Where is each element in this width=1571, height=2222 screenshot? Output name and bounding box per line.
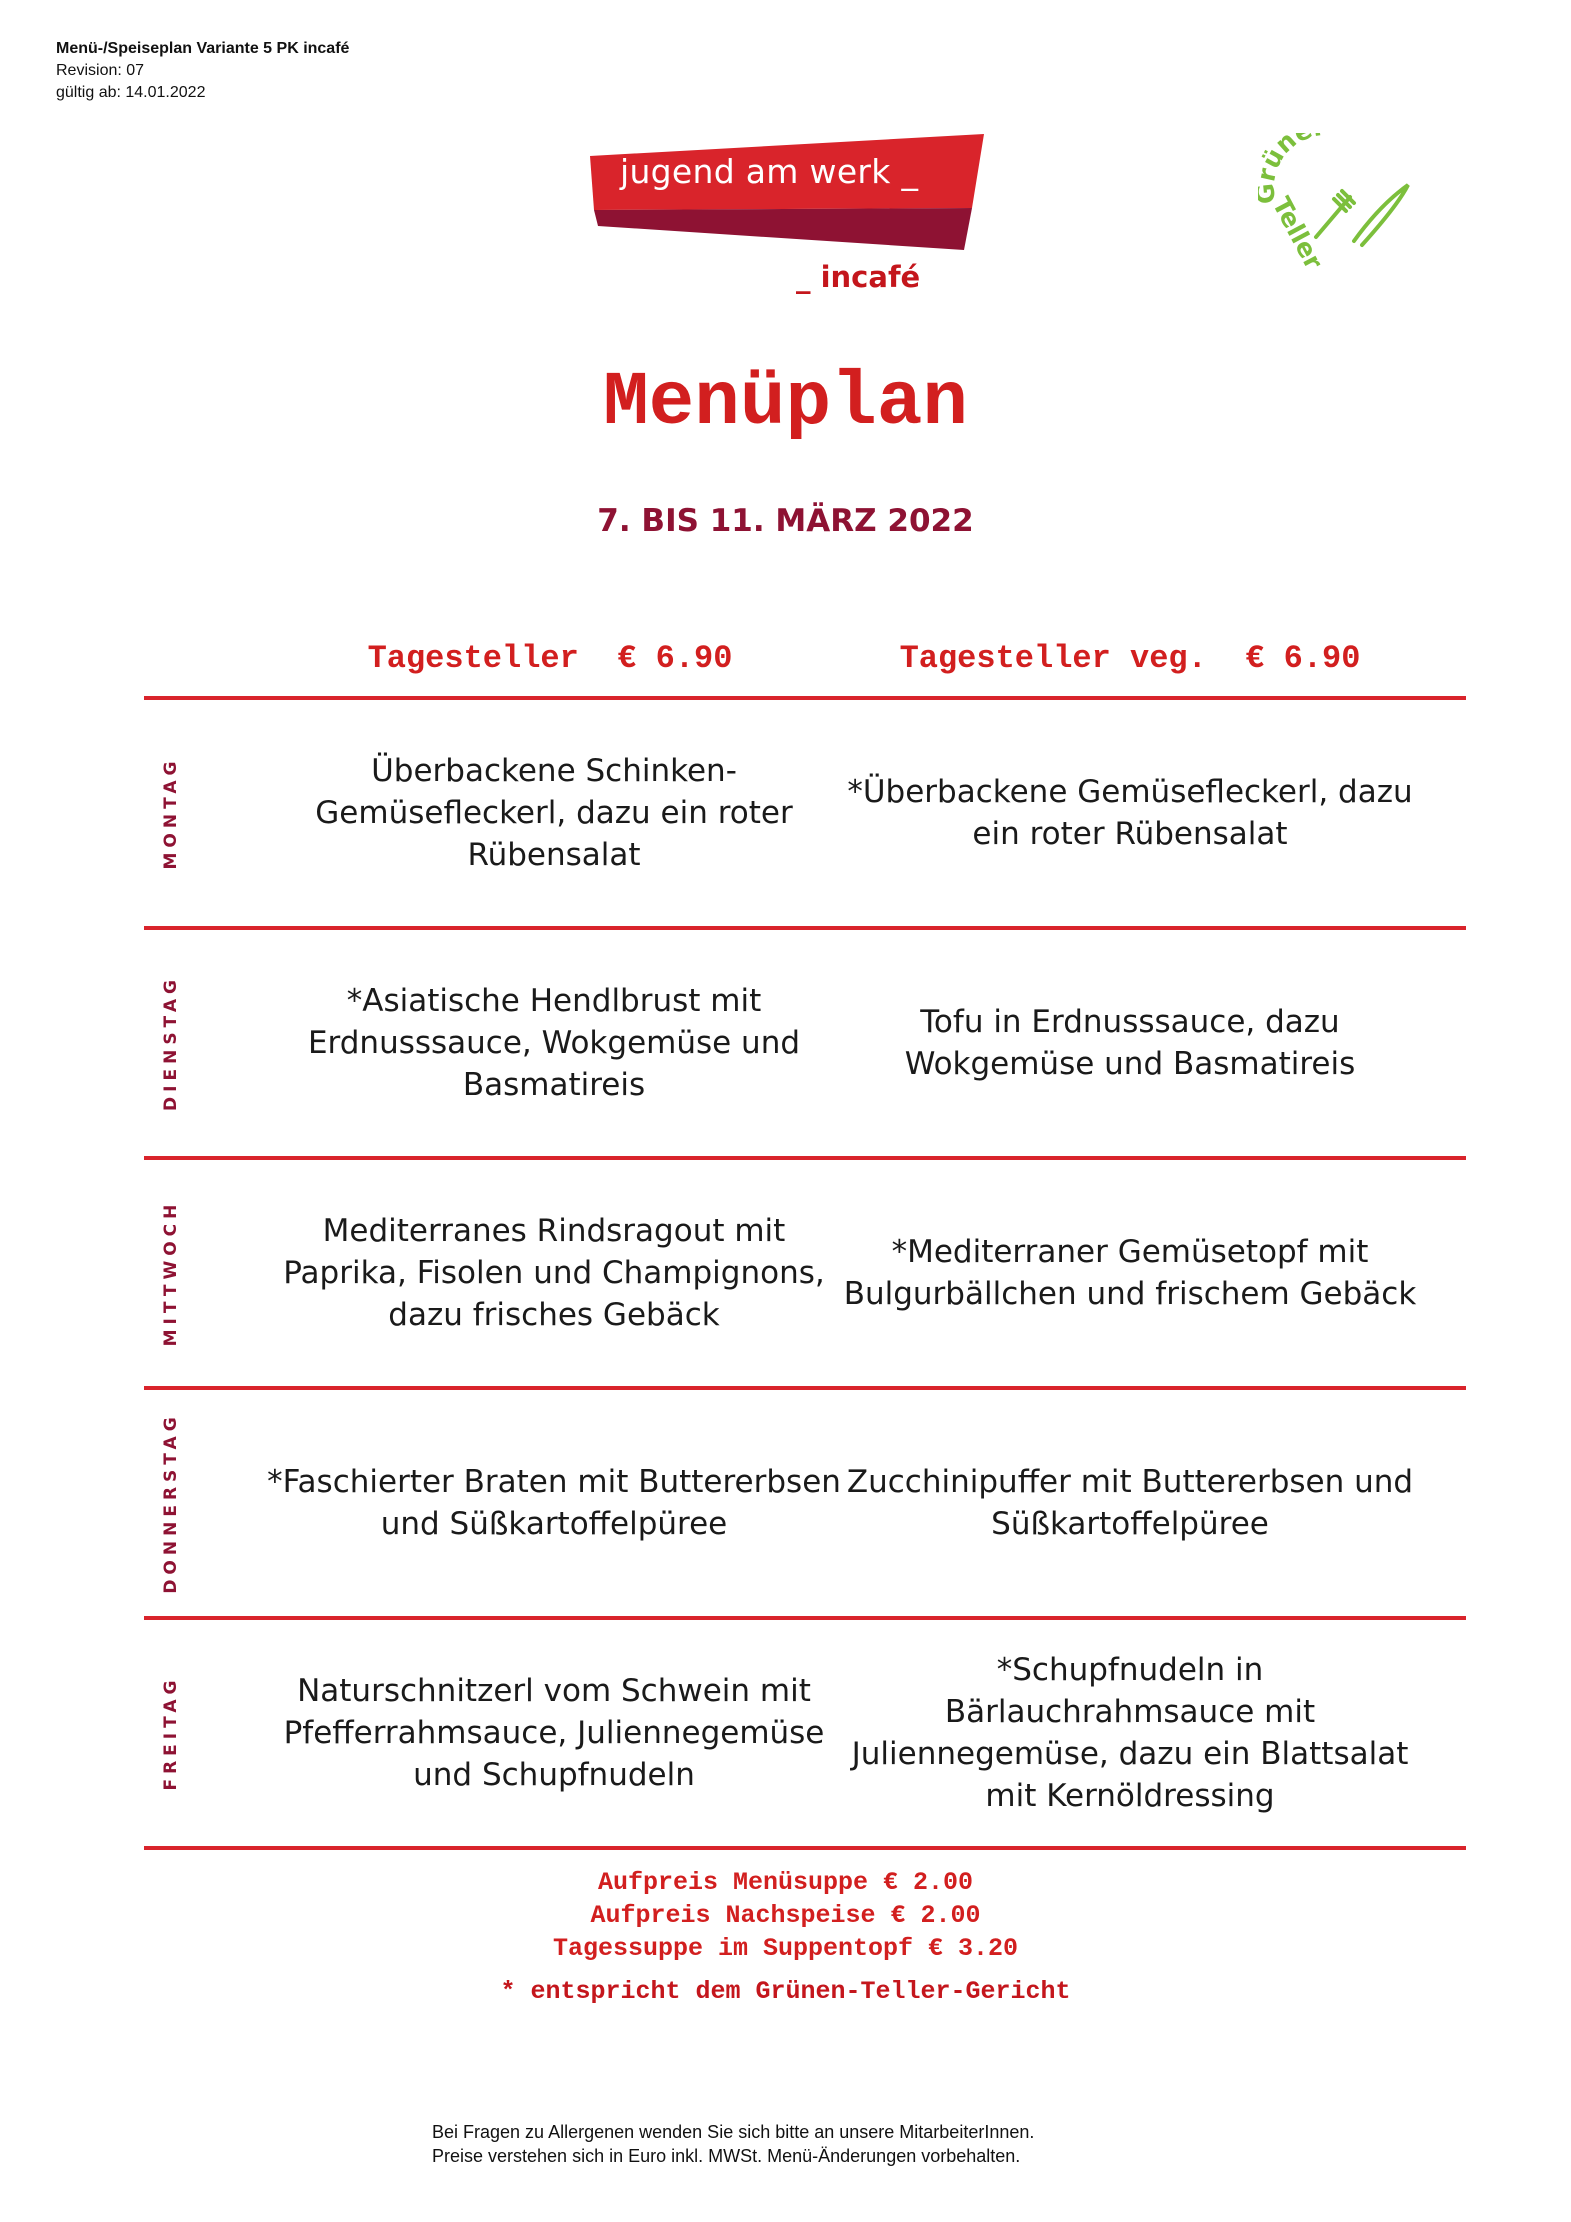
menu-row-donnerstag (144, 1390, 1466, 1616)
extra-tagessuppe: Tagessuppe im Suppentopf € 3.20 (552, 1934, 1019, 1963)
meal-tagesteller-veg: Tofu in Erdnusssauce, dazu Wokgemüse und Basmatireis (904, 1004, 1356, 1082)
meal-tagesteller: Mediterranes Rindsragout mit Paprika, Fisolen und Champignons, dazu frisches Gebäck (283, 1213, 825, 1333)
day-label: MITTWOCH (161, 1199, 181, 1347)
menu-row-dienstag (144, 930, 1466, 1156)
day-label: MONTAG (161, 756, 181, 870)
divider (144, 1846, 1466, 1850)
svg-text:Grüner: ün (1258, 133, 1303, 174)
menu-row-mittwoch (144, 1160, 1466, 1386)
extras-section (0, 1866, 1571, 2008)
revision: Revision: 07 (56, 62, 145, 79)
meal-tagesteller: *Asiatische Hendlbrust mit Erdnusssauce, Wokgemüse und Basmatireis (307, 983, 801, 1103)
footer-prices: Preise verstehen sich in Euro inkl. MWSt. Menü-Änderungen vorbehalten. (432, 2146, 1021, 2166)
day-label: DONNERSTAG (161, 1412, 181, 1594)
date-range: 7. BIS 11. MÄRZ 2022 (597, 503, 974, 539)
column-header-tagesteller-veg: Tagesteller veg. € 6.90 (899, 640, 1361, 677)
gruener-teller-note: * entspricht dem Grünen-Teller-Gericht (500, 1977, 1071, 2006)
valid-from: gültig ab: 14.01.2022 (56, 84, 206, 101)
menu-row-freitag (144, 1620, 1466, 1846)
document-meta (56, 38, 349, 104)
meal-tagesteller: Überbackene Schinken-Gemüsefleckerl, dazu ein roter Rübensalat (315, 753, 793, 873)
logo-brand-text: jugend am werk _ (620, 152, 919, 191)
meal-tagesteller-veg: *Mediterraner Gemüsetopf mit Bulgurbällchen und frischem Gebäck (843, 1234, 1417, 1312)
footer-allergens: Bei Fragen zu Allergenen wenden Sie sich bitte an unsere MitarbeiterInnen. (432, 2122, 1035, 2142)
column-header-tagesteller: Tagesteller € 6.90 (367, 640, 733, 677)
gruener-teller-icon (1258, 133, 1418, 268)
meal-tagesteller: Naturschnitzerl vom Schwein mit Pfefferrahmsauce, Juliennegemüse und Schupfnudeln (283, 1673, 825, 1793)
gruener-teller-badge (1258, 133, 1418, 268)
day-label: DIENSTAG (161, 975, 181, 1111)
page-title: Menüplan (603, 360, 968, 446)
logo-sub-text: _ incafé (796, 260, 921, 294)
meal-tagesteller: *Faschierter Braten mit Buttererbsen und Süßkartoffelpüree (267, 1464, 841, 1542)
menu-row-montag (144, 700, 1466, 926)
extra-nachspeise: Aufpreis Nachspeise € 2.00 (590, 1901, 981, 1930)
meal-tagesteller-veg: Zucchinipuffer mit Buttererbsen und Süßkartoffelpüree (846, 1464, 1414, 1542)
jugend-am-werk-logo (588, 130, 992, 310)
meal-tagesteller-veg: *Schupfnudeln in Bärlauchrahmsauce mit Juliennegemüse, dazu ein Blattsalat mit Kernöldressing (851, 1652, 1409, 1814)
extra-menuesuppe: Aufpreis Menüsuppe € 2.00 (597, 1868, 974, 1897)
svg-text:Teller: Teller (1266, 192, 1329, 268)
meal-tagesteller-veg: *Überbackene Gemüsefleckerl, dazu ein roter Rübensalat (847, 774, 1413, 852)
day-label: FREITAG (161, 1675, 181, 1791)
document-title: Menü-/Speiseplan Variante 5 PK incafé (56, 40, 350, 57)
footer (432, 2120, 1034, 2168)
